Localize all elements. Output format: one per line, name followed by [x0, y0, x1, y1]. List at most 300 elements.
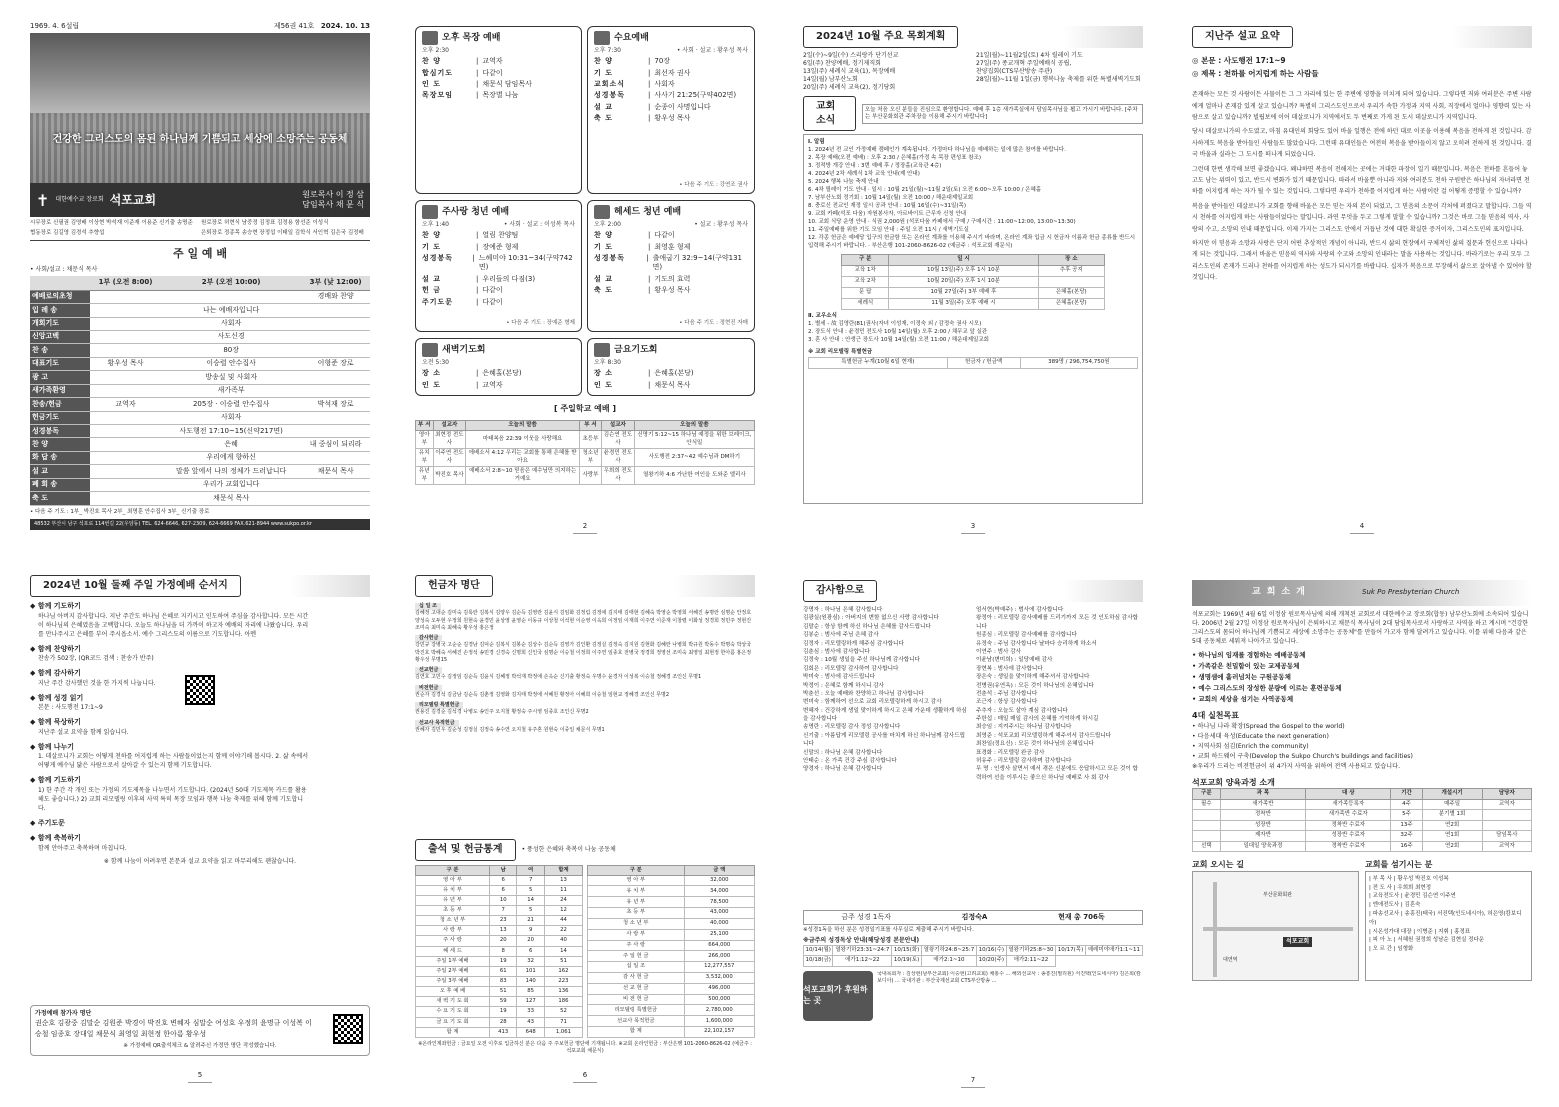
table-row: [30, 357, 370, 370]
table-row: [30, 465, 370, 478]
service-title: 헤세드 청년 예배: [614, 206, 682, 217]
bank-note: ※온라인계좌헌금 : 금요일 오전 이후로 입금하신 분은 다음 주 주보헌금 명단에 기재됩니다. ※교회 온라인헌금 : 부산은행 101-2060-8626-02 (예금주 : 석포교회 채문식): [418, 1040, 752, 1054]
table-row: [30, 330, 370, 343]
reading-date: 10/17(목): [1056, 945, 1085, 955]
attendance-cell: 20: [517, 936, 544, 946]
service-icon: [422, 343, 438, 357]
attendance-cell: 20: [489, 936, 516, 946]
attendance-cell: 52: [544, 1007, 582, 1017]
training-cell: 정착반 수료자: [1306, 820, 1391, 830]
staff-list: [30, 217, 370, 241]
table-row: [30, 478, 370, 491]
table-row: [588, 929, 755, 940]
intro-header: [1192, 580, 1532, 606]
worship-cell: 우리에게 향하신: [161, 451, 301, 464]
table-row: [588, 875, 755, 886]
training-cell: [1482, 820, 1531, 830]
attendance-cell: 12: [544, 906, 582, 916]
row-key: 교회소식: [594, 79, 626, 88]
map-label: 부산문화회관: [1263, 891, 1292, 898]
attendance-cell: 9: [517, 926, 544, 936]
attendance-table: [415, 865, 583, 1038]
flower-decoration: [675, 575, 755, 597]
worship-cell: 사회자: [161, 411, 301, 424]
service-time: 오후 7:30: [594, 47, 621, 54]
service-leader: • 사회 · 설교 : 황우성 목사: [676, 47, 748, 54]
vision-item: • 생명샘에 흘러넘치는 구원공동체: [1192, 673, 1291, 682]
service-row: 헌 금 | 다같이: [422, 286, 503, 295]
sermon-paragraph: 존재하는 모든 것 사람이든 사물이든 그 그 자리에 있는 한 주변에 영향을 미치게 되어 있습니다. 그렇다면 저와 여러분은 주변 사람에게 얼마나 존재감 있게 살고 있습니까? 특별히 그리스도인으로서 우리가 속한 가정과 지역 사회, 직장에서 얼마나 영향력 있는 사람으로 살고 있습니까? 빌립보에 이어 데살로니가 지역에서도 두 번째로 가게 된 도시 데살로니가 지역입니다.: [1192, 91, 1532, 122]
page-church-intro: [1192, 580, 1532, 1090]
thanks-item: 신기출 : 아름답게 리모델링 공사를 마치게 하신 하나님께 감사드립니다: [803, 732, 966, 748]
worship-cell: 예배로의초청: [30, 290, 90, 303]
thanks-item: 장현복 : 범사에 감사합니다: [976, 665, 1043, 672]
offering-cell: 선 교 헌 금: [588, 983, 685, 994]
sunday-school-table: [415, 420, 755, 485]
page-number: 5: [188, 1071, 212, 1083]
offering-cell: 비 전 헌 금: [588, 994, 685, 1005]
congregation-image: [30, 113, 370, 183]
service-row: 교회소식 | 사회자: [594, 79, 675, 88]
section-members: Ⅱ. 교우소식: [808, 312, 837, 319]
step-heading: ◆ 함께 기도하기: [30, 602, 81, 610]
training-cell: 담임목사: [1482, 831, 1531, 841]
service-title-row: [422, 343, 575, 357]
attendance-header-cell: 여: [517, 865, 544, 875]
attendance-header-cell: 합계: [544, 865, 582, 875]
worship-cell: [90, 425, 161, 438]
reading-date: 10/19(토): [892, 956, 921, 966]
service-row: 합심기도 | 다같이: [422, 68, 503, 77]
service-time: 오후 8:30: [594, 359, 621, 366]
row-value: 순종이 사명입니다: [654, 102, 711, 111]
row-key: 목장모임: [422, 91, 454, 100]
training-cell: 선택: [1193, 841, 1221, 851]
map-label: 대연역: [1223, 956, 1238, 963]
attendance-cell: 유 치 부: [416, 885, 490, 895]
school-title: 석포교회 양육과정 소개: [1192, 777, 1275, 787]
offering-cell: 34,000: [684, 886, 755, 897]
attendance-cell: 7: [517, 875, 544, 885]
table-row: [842, 287, 1105, 298]
table-row: [588, 897, 755, 908]
flower-decoration: [1452, 26, 1532, 48]
offering-names-text: 권용진 김경순 김석경 나병도 송인주 오지철 황정숙 주시영 임종호 조인신 무명2: [415, 709, 589, 716]
table-row: [30, 438, 370, 451]
worship-cell: 화 답 송: [30, 451, 90, 464]
cross-icon: ✝: [36, 190, 50, 210]
row-value: 장예준 형제: [482, 242, 519, 251]
table-row: [588, 886, 755, 897]
attendance-cell: 101: [517, 966, 544, 976]
table-row: [588, 983, 755, 994]
box-friday-prayer: [587, 338, 755, 396]
worship-cell: 입 례 송: [30, 304, 90, 317]
service-row: 기 도 | 최영훈 형제: [594, 242, 691, 251]
attendance-cell: 주 사 랑: [416, 936, 490, 946]
training-cell: 일대일 양육과정: [1220, 841, 1305, 851]
attendance-cell: 5: [517, 906, 544, 916]
training-cell: 성장반: [1220, 820, 1305, 830]
goal-item: • 다음세대 육성(Educate the next generation): [1192, 732, 1329, 740]
training-cell: 연2회: [1422, 820, 1482, 830]
worship-cell: [90, 304, 161, 317]
training-cell: [1193, 831, 1221, 841]
attendance-cell: 유 년 부: [416, 895, 490, 905]
thanks-item: 조근자 : 항상 감사합니다: [976, 699, 1038, 706]
worship-cell: 찬 송: [30, 344, 90, 357]
school-cell: 에베소서 4:12 우리는 교회를 통해 은혜를 받아요: [466, 449, 580, 467]
attendance-cell: 청 소 년 부: [416, 916, 490, 926]
reading-passage: 열왕기하24:8~25:7: [921, 945, 976, 955]
school-cell: 열왕기하 4:6 가난한 여인을 도와준 엘리사: [634, 467, 754, 485]
special-offering-cell: 헌금자 / 헌금액: [947, 357, 1020, 368]
row-value: 우리들의 다짐(3): [482, 274, 536, 283]
edu-cell: 10월 27일(주) 3부 예배 후: [889, 287, 1038, 298]
worship-step: [30, 775, 370, 813]
training-header-cell: 과 목: [1220, 789, 1305, 799]
table-row: [416, 449, 755, 467]
school-header-cell: 부 서: [416, 421, 434, 431]
service-row: 설 교 | 기도의 효력: [594, 274, 691, 283]
offering-category: 리모델링 특별헌금: [415, 702, 463, 709]
issue-date: 2024. 10. 13: [320, 22, 370, 30]
row-value: 열림 찬양팀: [482, 231, 519, 240]
section-notice: Ⅰ. 알림: [808, 139, 825, 146]
training-header-cell: 대 상: [1306, 789, 1391, 799]
notice-item: 3. 정적방 개강 안내 : 3번 예배 후 / 정장홀(교육관 4층): [808, 163, 942, 170]
map-title: 교회 오시는 길: [1192, 859, 1244, 869]
attendance-cell: 주일 2부 예배: [416, 966, 490, 976]
plan-item: 27일(주) 종교개혁 주일예배식 공립,: [976, 60, 1072, 68]
offering-cell: 266,000: [684, 951, 755, 962]
table-row: [30, 371, 370, 384]
table-row: [30, 384, 370, 397]
page-plans-news: [803, 26, 1143, 536]
plans-title: 2024년 10월 주요 목회계획: [803, 26, 958, 48]
attendance-cell: 초 등 부: [416, 906, 490, 916]
serve-list: [1365, 871, 1532, 981]
worship-cell: 채문식 목사: [161, 492, 301, 505]
offering-cell: 500,000: [684, 994, 755, 1005]
thanks-item: 김광실(원광심) : 아버지의 변함 없으신 사랑 감사합니다: [803, 615, 939, 622]
worship-cell: [90, 384, 161, 397]
attendance-cell: 40: [544, 936, 582, 946]
offering-cell: 합 계: [588, 1027, 685, 1038]
thanks-item: 최영준 : 석포교회 리모델링하게 해주셔서 감사드립니다: [976, 732, 1112, 739]
bible-reader-box: [803, 910, 1143, 925]
worship-cell: [90, 492, 161, 505]
worship-cell: [301, 425, 370, 438]
thanks-item: 최찬일(정요신) : 모든 것이 하나님의 은혜입니다: [976, 741, 1094, 748]
worship-header-cell: 3부 (낮 12:00): [301, 276, 370, 290]
training-cell: [1482, 810, 1531, 820]
edu-cell: 10월 13일(주) 오후 1시 10분: [889, 266, 1038, 277]
next-prayer: • 다음 주 기도 : 강연조 권사: [679, 181, 748, 188]
mission-text: 국내목회자 : 김상현(남부산교회) 이승현(고려교회) 채홍수 ... 해외선교사 : 송흥진(필리핀) 서진택(인도네시아) 김은희(캄보디아) ... 국내기관 : 부산국제선교회 CTS부산방송 ...: [877, 970, 1141, 984]
plan-item: 찬양집회(CTS부산방송 주관): [976, 68, 1053, 76]
plan-item: 6일(주) 찬양예배, 정기제직회: [803, 60, 881, 68]
service-icon: [422, 31, 438, 45]
worship-cell: 교역자: [90, 398, 161, 411]
next-prayer: • 다음 주 기도 : 정현진 자매: [679, 319, 748, 326]
worship-cell: 이승렬 안수집사: [161, 357, 301, 370]
worship-order-table: [30, 276, 370, 505]
row-value: 다같이: [482, 68, 503, 77]
worship-cell: 사회자: [161, 317, 301, 330]
plan-item: 13일(주) 세례식 교육(1), 목장예배: [803, 68, 896, 76]
worship-cell: 설 교: [30, 465, 90, 478]
worship-cell: 개회기도: [30, 317, 90, 330]
table-row: [30, 304, 370, 317]
serve-item: | 피 아 노 | 서혜원 권정희 성남순 김현실 정다운: [1369, 937, 1485, 944]
worship-cell: [90, 344, 161, 357]
thanks-item: 변혜자 : 건강하게 생일 맞이하게 하시고 은혜 가운데 생활하게 하심을 감사합니다: [803, 707, 967, 723]
worship-cell: 채문식 목사: [301, 465, 370, 478]
attendance-cell: 13: [544, 875, 582, 885]
service-row: 목장모임 | 목장별 나눔: [422, 91, 519, 100]
service-row: 축 도 | 황우성 목사: [594, 114, 691, 123]
mission-badge: 석포교회가 후원하는 곳: [803, 971, 873, 1021]
training-header-cell: 기간: [1391, 789, 1422, 799]
box-youth-service: [415, 200, 582, 332]
table-row: [1193, 831, 1532, 841]
attendance-cell: 영 아 부: [416, 875, 490, 885]
attendance-cell: 85: [517, 987, 544, 997]
worship-cell: [90, 451, 161, 464]
offering-cell: 유 년 부: [588, 897, 685, 908]
table-row: [588, 1005, 755, 1016]
step-heading: ◆ 함께 기도하기: [30, 776, 81, 784]
attendance-cell: 사 랑 부: [416, 926, 490, 936]
next-prayer: • 다음 주 기도 : 장예준 형제: [506, 319, 575, 326]
worship-cell: 사도행전 17:10~15(신약217면): [161, 425, 301, 438]
school-header-cell: 부 서: [579, 421, 601, 431]
table-row: [588, 962, 755, 973]
table-row: [588, 908, 755, 919]
table-row: [588, 918, 755, 929]
table-row: [1193, 810, 1532, 820]
worship-cell: [301, 317, 370, 330]
training-cell: 새가족등록자: [1306, 799, 1391, 809]
school-header-cell: 설교자: [433, 421, 466, 431]
offering-names-text: 강민규 강병국 고순순 김경남 김덕순 김복식 김봉순 김상수 김순득 김영가 김인환 김정실 김정숙 김지원 김현화 김혜란 나병희 박규원 박동수 박명숙 박상국 박진호 박혜숙 서혜진 손정석 송민경 신경숙 신명희 신인국 심명순 이승철 이정희 이주연 임종호 전병국 정경희 정영선 조미숙 최영일 최현정 한아름 홍은정 황우성 무명15: [415, 642, 752, 663]
cover-photo: [30, 33, 370, 183]
row-value: 황우성 목사: [654, 286, 691, 295]
step-heading: ◆ 함께 축복하기: [30, 834, 81, 842]
service-title: 새벽기도회: [442, 344, 486, 355]
offering-cell: 사 랑 부: [588, 929, 685, 940]
notice-item: 12. 각종 헌금은 예배당 입구의 헌금함 또는 온라인 계좌를 이용해 주시기 바라며, 온라인 계좌 입금 시 헌금자 이름과 헌금 종류를 반드시 입력해 주시기 바랍니다. · 부산은행 101-2060-8626-02 (예금주 : 석포교회 재문식): [808, 235, 1136, 250]
thanks-item: 원종심 : 리모델링 감사예배를 감사합니다: [976, 632, 1077, 639]
table-row: [588, 951, 755, 962]
service-row: 인 도 | 채문식 목사: [594, 380, 691, 389]
attendance-cell: 8: [489, 946, 516, 956]
worship-cell: [90, 438, 161, 451]
vision-item: • 하나님의 임재를 경험하는 예배공동체: [1192, 651, 1306, 659]
table-row: [416, 916, 583, 926]
flower-decoration: [1063, 26, 1143, 48]
service-row: 찬 양 | 교역자: [422, 57, 503, 66]
plan-item: 14일(월) 남부산노회: [803, 76, 858, 84]
vision-item: • 가족같은 친밀함이 있는 교제공동체: [1192, 662, 1300, 671]
table-row: [842, 266, 1105, 277]
table-row: [416, 946, 583, 956]
school-cell: 영아부: [416, 431, 434, 449]
worship-cell: 폐 회 송: [30, 478, 90, 491]
serve-item: | 전 도 사 | 우희희 최현정: [1369, 884, 1432, 891]
page-thanksgiving: [803, 580, 1143, 1090]
row-value: 느헤미야 10:31~34(구약742면): [478, 253, 573, 272]
participants-list: 권순호 김광중 김말순 김원준 박경이 박진호 변혜자 심말순 여성호 우정희 윤명규 이성복 이승철 임종호 장대일 채문식 최영일 최현정 한아름 황우성: [35, 1019, 312, 1039]
reading-passage: 열왕기하23:31~24:7: [833, 945, 892, 955]
worship-cell: 은혜: [161, 438, 301, 451]
offering-cell: 22,102,157: [684, 1027, 755, 1038]
attendance-cell: 61: [489, 966, 516, 976]
table-row: [1193, 841, 1532, 851]
notice-item: 5. 2024 행복 나눔 축제 안내: [808, 179, 879, 186]
training-header-cell: 구분: [1193, 789, 1221, 799]
training-cell: 새가족반 수료자: [1306, 810, 1391, 820]
table-row: [588, 940, 755, 951]
service-icon: [422, 205, 438, 219]
worship-cell: [90, 330, 161, 343]
row-value: 교역자: [482, 57, 503, 66]
row-key: 찬 양: [422, 231, 441, 240]
qr-code-icon[interactable]: [333, 1014, 363, 1044]
row-key: 장 소: [422, 369, 441, 378]
attendance-cell: 주일 3부 예배: [416, 977, 490, 987]
worship-cell: [301, 304, 370, 317]
training-cell: 13주: [1391, 820, 1422, 830]
notice-item: 10. 교회 식당 운영 안내 · 식권 2,000원 (석포다움 카페에서 구매 / 구매시간 : 11:00~12:00, 13:00~13:30): [808, 219, 1076, 226]
service-row: 인 도 | 교역자: [422, 380, 503, 389]
training-cell: 연2회: [1422, 841, 1482, 851]
attendance-cell: 413: [489, 1027, 516, 1037]
thanks-item: 박정이 : 은혜로 함께 하시니 감사: [803, 682, 885, 689]
table-row: [416, 926, 583, 936]
row-value: 70장: [654, 57, 671, 66]
intro-text: 석포교회는 1969년 4월 6일 이정삼 원로목사님에 의해 개척된 교회로서 대한예수교 장로회(합동) 남부산노회에 소속되어 있습니다. 2006년 2월 27일 이정삼 원로목사님이 은퇴하시고 채문식 목사님이 2대 담임목사로서 사랑하고 사역을 하고 계시며 "건강한 그리스도의 몸되어 하나님께 기쁨되고 세상에 소망주는 공동체"를 만들어 가고자 함께 달려가고 있습니다. 이를 위해 다음과 같은 5대 공동체로 세워져 나아가고 있습니다.: [1192, 611, 1529, 645]
table-row: [30, 344, 370, 357]
reading-date: 10/20(주): [977, 956, 1006, 966]
service-title-row: [422, 31, 575, 45]
attendance-cell: 새 벽 기 도 회: [416, 997, 490, 1007]
lead-pastor: 담임목사 채 문 식: [302, 200, 364, 210]
edu-cell: 세례식: [842, 298, 889, 309]
issue: 제56권 41호: [273, 22, 315, 30]
table-row: [416, 467, 755, 485]
monthly-plans: [803, 52, 1143, 92]
participants-box: [30, 1005, 370, 1056]
attendance-cell: 71: [544, 1017, 582, 1027]
row-value: 다같이: [654, 231, 675, 240]
special-offering-title: ※ 교회 리모델링 특별헌금: [808, 348, 873, 355]
staff-emeritus: 은퇴장로 정종목 송승현 장정섭 이태일 김학식 서인혁 김은국 김정배: [201, 229, 364, 236]
table-row: [416, 431, 755, 449]
service-row: 설 교 | 순종이 사명입니다: [594, 102, 711, 111]
cover-topline: [30, 22, 370, 33]
map[interactable]: [1192, 871, 1359, 981]
offering-cell: 78,500: [684, 897, 755, 908]
worship-header-cell: [30, 276, 90, 290]
training-cell: [1193, 810, 1221, 820]
training-cell: 16주: [1391, 841, 1422, 851]
training-cell: 32주: [1391, 831, 1422, 841]
table-row: [416, 956, 583, 966]
row-key: 축 도: [594, 114, 613, 123]
sunday-leader: • 사회/설교 : 채문식 목사: [30, 266, 98, 274]
table-row: [30, 398, 370, 411]
offering-cell: 선교사 목적헌금: [588, 1016, 685, 1027]
service-row: 찬 양 | 열림 찬양팀: [422, 231, 519, 240]
reading-date: 10/15(화): [892, 945, 921, 955]
qr-code-icon[interactable]: [185, 675, 215, 705]
vision-list: [1192, 650, 1532, 705]
step-text: 지난주 설교 요약을 함께 읽습니다.: [38, 728, 129, 736]
thanks-item: 박춘선 : 오늘 예배와 찬양하고 하나님 감사합니다: [803, 690, 924, 697]
serve-title: 교회를 섬기시는 분: [1365, 859, 1433, 869]
worship-cell: 찬 양: [30, 438, 90, 451]
worship-cell: 신앙고백: [30, 330, 90, 343]
attendance-cell: 83: [489, 977, 516, 987]
vision-item: • 예수 그리스도의 장성한 분량에 이르는 훈련공동체: [1192, 684, 1342, 693]
row-key: 성경봉독: [422, 253, 454, 262]
row-key: 찬 양: [422, 57, 441, 66]
step-text: 찬송가 502장, (QR코드 검색 : 찬송가 반주): [38, 655, 154, 662]
row-key: 장 소: [594, 369, 613, 378]
attendance-cell: 33: [517, 1007, 544, 1017]
attendance-cell: 합 계: [416, 1027, 490, 1037]
attendance-cell: 186: [544, 997, 582, 1007]
page-sermon-summary: [1192, 26, 1532, 536]
table-row: [30, 451, 370, 464]
thanks-item: 이연주 : 범사 감사: [976, 648, 1022, 655]
attendance-cell: 59: [489, 997, 516, 1007]
edu-cell: 교육 2차: [842, 276, 889, 287]
school-cell: 사도행전 2:37~42 예수님과 DM하기: [634, 449, 754, 467]
row-value: 출애굽기 32:9~14(구약131면): [652, 253, 742, 272]
training-header-cell: 담당자: [1482, 789, 1531, 799]
notice-item: 6. 4차 릴레이 기도 안내 · 일시 : 10월 21일(월)~11월 2일(토) 오전 6:00~오후 10:00 / 은혜홀: [808, 187, 1042, 194]
table-row: [30, 411, 370, 424]
worship-cell: 찬송/헌금: [30, 398, 90, 411]
edu-cell: 은혜홀(본당): [1038, 298, 1104, 309]
page-number: 6: [573, 1071, 597, 1083]
attendance-cell: 22: [544, 926, 582, 936]
worship-cell: [90, 371, 161, 384]
edu-cell: 11월 3일(주) 오후 예배 시: [889, 298, 1038, 309]
table-row: [588, 1016, 755, 1027]
worship-cell: 광 고: [30, 371, 90, 384]
edu-cell: 교육 1차: [842, 266, 889, 277]
edu-cell: 문 답: [842, 287, 889, 298]
worship-cell: [90, 317, 161, 330]
attendance-cell: 136: [544, 987, 582, 997]
senior-pastor: 원로목사 이 정 삼: [302, 189, 364, 199]
step-text: 1. 데살로니가 교회는 어떻게 천하를 어지럽게 하는 사람들이었는지 함께 이야기해 봅시다. 2. 삶 속에서 어떻게 예수님 닮은 사람으로서 살아갈 수 있는지 함께 기도합니다.: [38, 753, 308, 769]
notice-item: 8. 충로신 전교인 재정 일시 공과 안내 : 10월 16일(수)~31일(목): [808, 203, 966, 210]
service-icon: [594, 343, 610, 357]
table-row: [416, 977, 583, 987]
service-title: 오후 목장 예배: [442, 32, 501, 43]
box-wednesday-service: [587, 26, 755, 194]
page-number: 2: [573, 522, 597, 534]
thanks-item: 전병권(유연옥) : 모든 것이 하나님의 은혜입니다: [976, 682, 1094, 689]
service-title: 주사랑 청년 예배: [442, 206, 510, 217]
thanks-item: 주추자 : 오늘도 살아 계심 감사합니다: [976, 707, 1068, 714]
worship-cell: [90, 465, 161, 478]
